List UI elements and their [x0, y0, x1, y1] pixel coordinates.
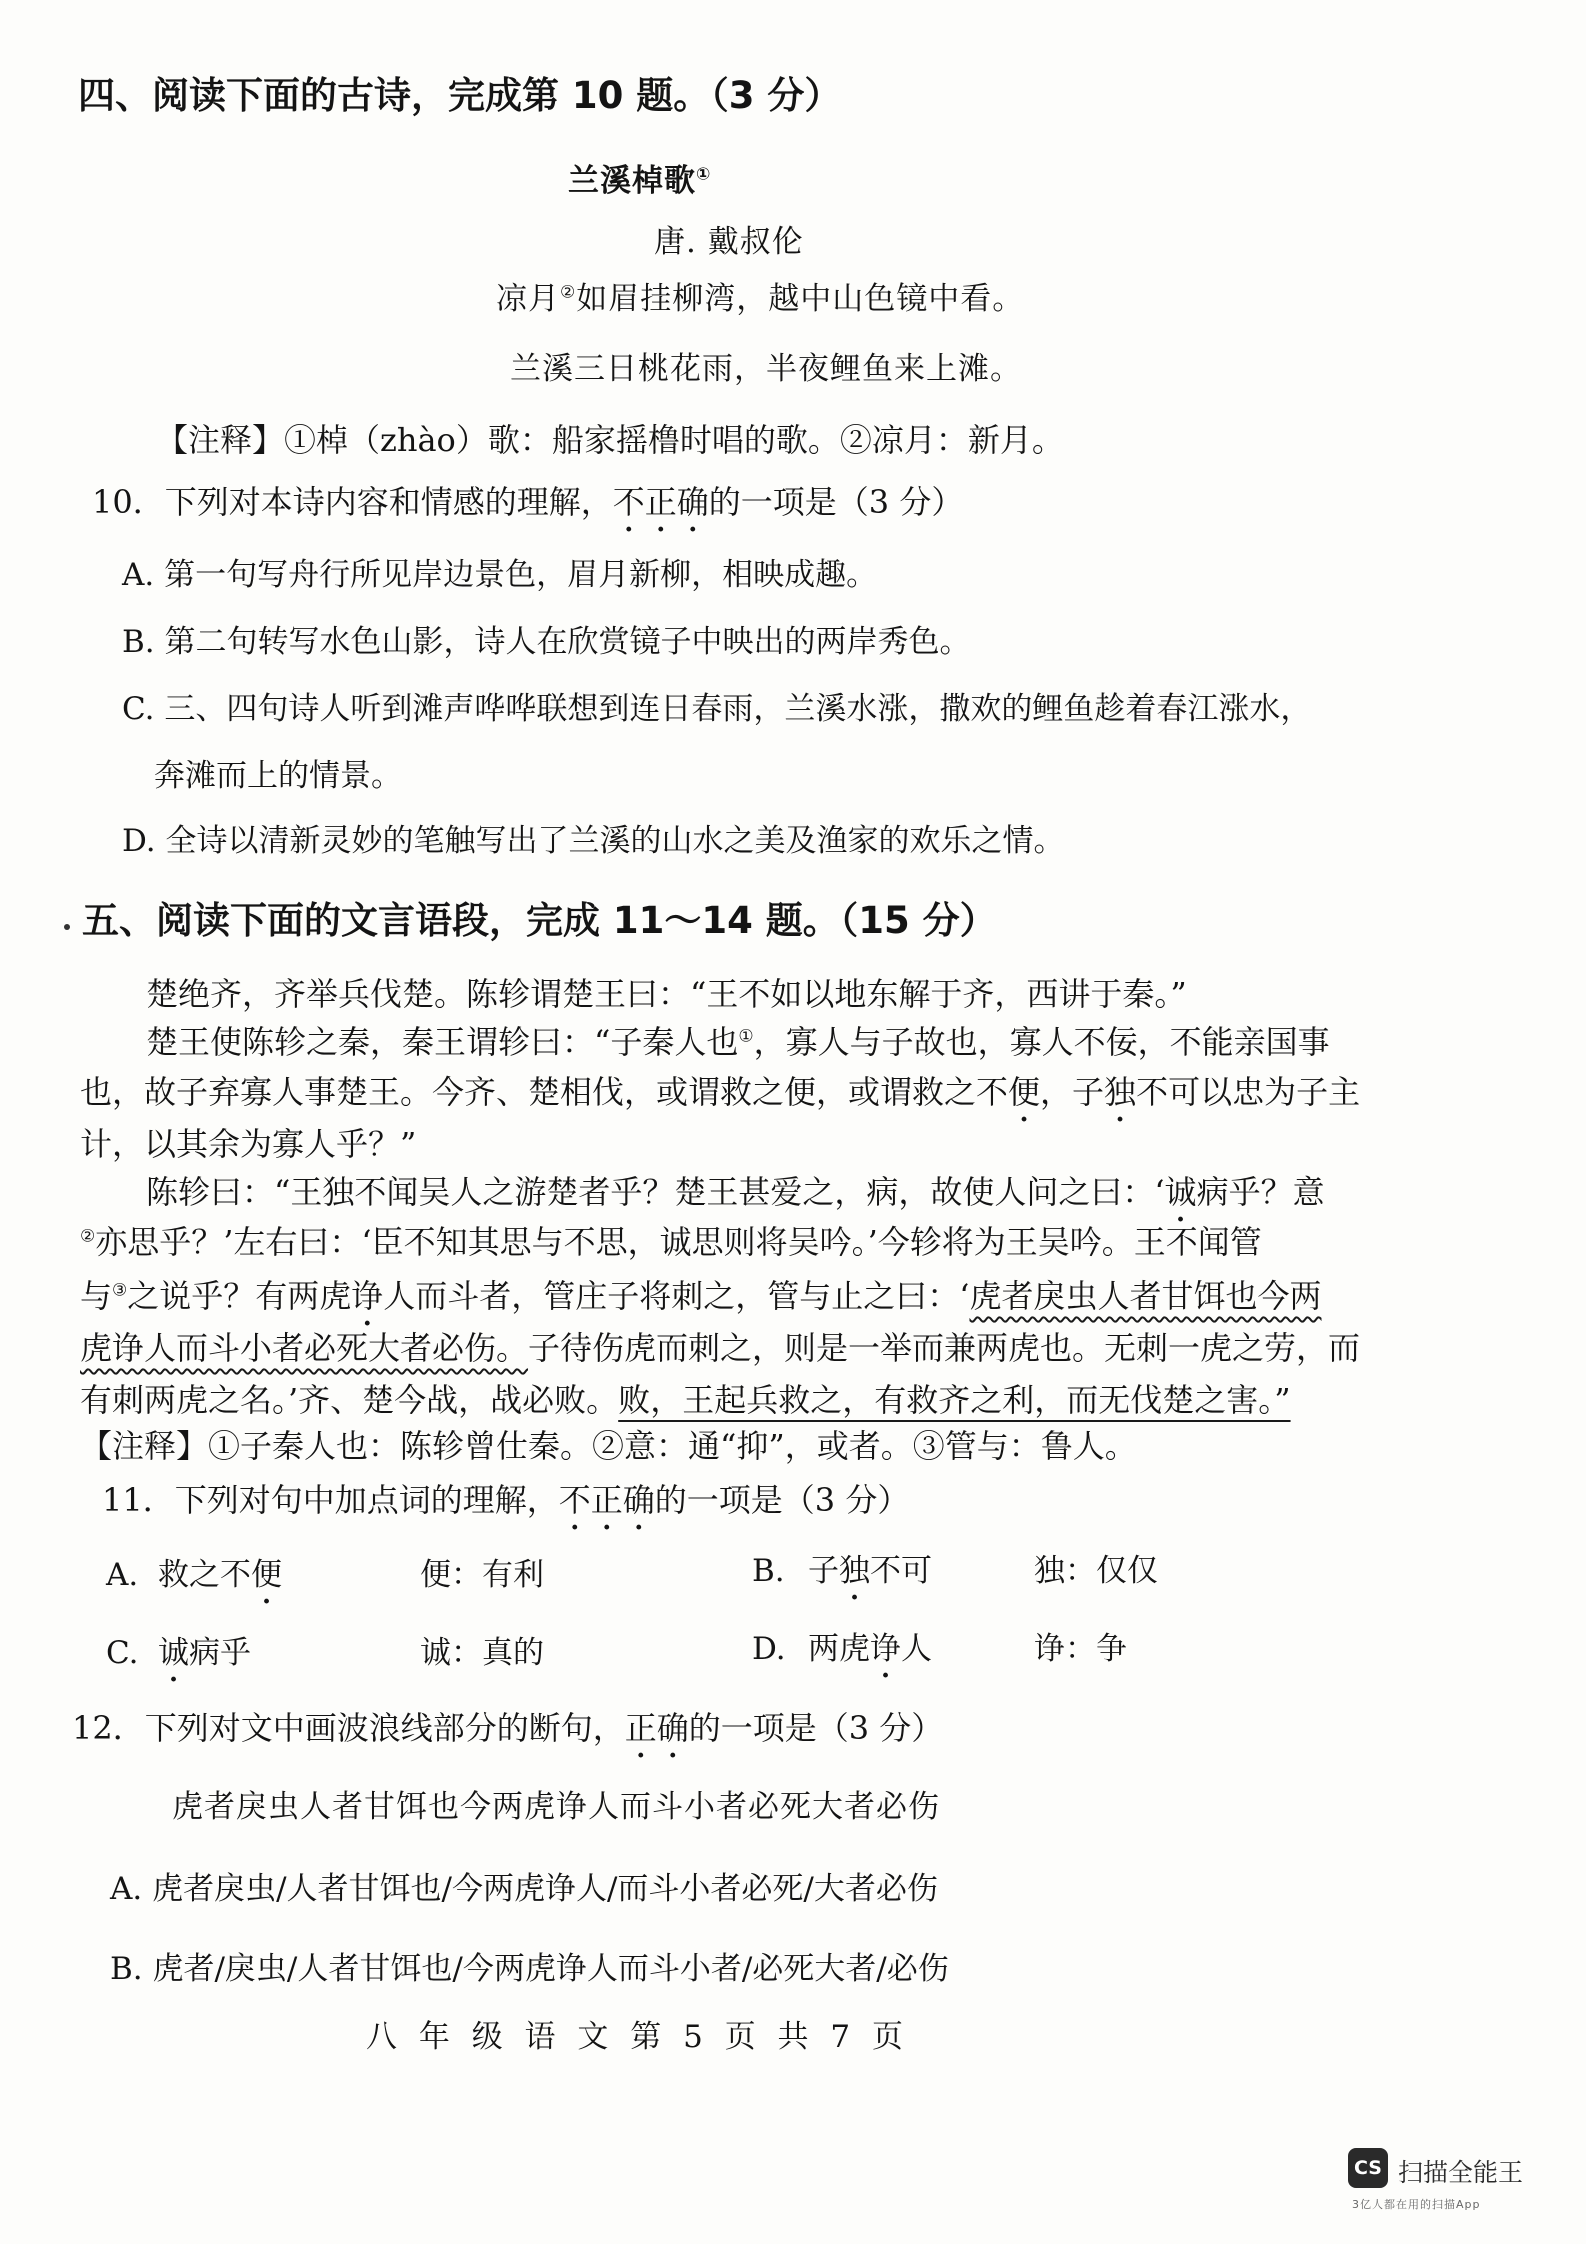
q11-option-c-words: 病乎	[189, 1635, 251, 1671]
dotted-word-zheng: 诤	[351, 1277, 384, 1315]
q11-option-b-words-b: 不可	[870, 1553, 932, 1589]
dotted-word-du: 独	[1104, 1073, 1137, 1111]
q11-option-c-text	[158, 1635, 251, 1671]
margin-mark	[64, 924, 70, 930]
wavy-underlined-text-1: 虎者戾虫人者甘饵也今两	[969, 1277, 1322, 1315]
scanner-app-name: 扫描全能王	[1398, 2158, 1524, 2187]
q12-stem	[72, 1709, 944, 1747]
q11-option-c-label: C.	[106, 1635, 139, 1671]
q11-option-a-text	[158, 1557, 282, 1593]
passage-annotation: 【注释】①子秦人也：陈轸曾仕秦。②意：通“抑”，或者。③管与：鲁人。	[80, 1427, 1137, 1465]
q11-stem-text: 11．下列对句中加点词的理解，	[102, 1481, 559, 1519]
q11-option-b-gloss: 独：仅仅	[1034, 1553, 1158, 1589]
poem-line-1	[496, 281, 1025, 317]
poem-annotation: 【注释】①棹（zhào）歌：船家摇橹时唱的歌。②凉月：新月。	[156, 421, 1064, 459]
passage-line-5	[146, 1173, 1325, 1211]
q10-option-c-line-1: C. 三、四句诗人听到滩声哗哗联想到连日春雨，兰溪水涨，撒欢的鲤鱼趁着春江涨水，	[122, 691, 1312, 727]
poem-line-1-end: 如眉挂柳湾，越中山色镜中看。	[576, 281, 1025, 317]
underlined-sentence: 败，王起兵救之，有救齐之利，而无伐楚之害。”	[618, 1381, 1291, 1419]
q11-stem	[102, 1481, 910, 1519]
q10-option-c-line-2: 奔滩而上的情景。	[154, 758, 402, 794]
scanner-tagline: 3亿人都在用的扫描App	[1352, 2198, 1481, 2211]
poem-line-1-start: 凉月	[496, 281, 560, 317]
section-5-heading: 五、阅读下面的文言语段，完成 11～14 题。（15 分）	[82, 899, 997, 942]
q11-option-c-gloss: 诚：真的	[420, 1635, 544, 1671]
passage-line-6-text: 亦思乎？’左右曰：‘臣不知其思与不思，诚思则将吴吟。’今轸将为王吴吟。王不闻管	[95, 1223, 1262, 1261]
q10-stem-dot-2: 正	[644, 483, 677, 521]
dotted-word-bian: 便	[1008, 1073, 1041, 1111]
passage-line-6	[80, 1223, 1262, 1261]
q11-option-d-words-b: 人	[901, 1631, 932, 1667]
q12-option-a: A. 虎者戾虫/人者甘饵也/今两虎诤人/而斗小者必死/大者必伤	[110, 1871, 938, 1907]
q11-option-b-dotted: 独	[839, 1553, 870, 1589]
passage-line-7-start: 与	[80, 1277, 113, 1315]
poem-title-text: 兰溪棹歌	[568, 163, 696, 199]
q11-option-d-label: D.	[752, 1631, 786, 1667]
scanner-watermark	[1348, 2148, 1558, 2218]
q11-option-c-dotted: 诚	[158, 1635, 189, 1671]
q11-stem-dot-1: 不	[558, 1481, 591, 1519]
passage-line-7-a: 之说乎？有两虎	[127, 1277, 352, 1315]
passage-line-8-end: 子待伤虎而刺之，则是一举而兼两虎也。无刺一虎之劳，而	[528, 1329, 1361, 1367]
q12-stem-dot-2: 确	[656, 1709, 689, 1747]
q11-option-d-dotted: 诤	[870, 1631, 901, 1667]
q12-stem-text: 12．下列对文中画波浪线部分的断句，	[72, 1709, 625, 1747]
q12-option-b: B. 虎者/戾虫/人者甘饵也/今两虎诤人而斗小者/必死大者/必伤	[110, 1951, 949, 1987]
q10-option-d: D. 全诗以清新灵妙的笔触写出了兰溪的山水之美及渔家的欢乐之情。	[122, 823, 1065, 859]
passage-line-1: 楚绝齐，齐举兵伐楚。陈轸谓楚王曰：“王不如以地东解于齐，西讲于秦。”	[146, 975, 1187, 1013]
q11-stem-score: 的一项是（3 分）	[654, 1481, 910, 1519]
q10-stem-score: 的一项是（3 分）	[708, 483, 964, 521]
poem-line-2: 兰溪三日桃花雨，半夜鲤鱼来上滩。	[510, 351, 1022, 387]
passage-footnote-1: ①	[738, 1026, 754, 1047]
section-4-heading: 四、阅读下面的古诗，完成第 10 题。（3 分）	[78, 74, 842, 117]
q10-stem-text: 10．下列对本诗内容和情感的理解，	[92, 483, 613, 521]
q12-sentence: 虎者戾虫人者甘饵也今两虎诤人而斗小者必死大者必伤	[172, 1789, 940, 1825]
passage-line-2	[146, 1023, 1330, 1061]
poem-line-1-footnote: ②	[560, 282, 577, 303]
wavy-underlined-text-2: 虎诤人而斗小者必死大者必伤。	[80, 1329, 529, 1367]
passage-line-7	[80, 1277, 1322, 1315]
q10-option-b: B. 第二句转写水色山影，诗人在欣赏镜子中映出的两岸秀色。	[122, 624, 971, 660]
q11-option-b-text	[808, 1553, 932, 1589]
q11-option-d-gloss: 诤：争	[1034, 1631, 1127, 1667]
q10-stem	[92, 483, 964, 521]
poem-title	[568, 163, 712, 199]
q11-option-a-dotted: 便	[251, 1557, 282, 1593]
passage-line-5-end: 病乎？意	[1196, 1173, 1325, 1211]
passage-line-9	[80, 1381, 1291, 1419]
q11-option-d-words-a: 两虎	[808, 1631, 870, 1667]
q11-option-a-gloss: 便：有利	[420, 1557, 544, 1593]
passage-line-7-b: 人而斗者，管庄子将刺之，管与止之曰：‘	[383, 1277, 970, 1315]
passage-line-3	[80, 1073, 1361, 1111]
poem-author: 唐. 戴叔伦	[654, 224, 804, 260]
q10-stem-dot-1: 不	[612, 483, 645, 521]
passage-line-3-start: 也，故子弃寡人事楚王。今齐、楚相伐，或谓救之便，或谓救之不	[80, 1073, 1009, 1111]
passage-line-8	[80, 1329, 1361, 1367]
passage-line-9-start: 有刺两虎之名。’齐、楚今战，战必败。	[80, 1381, 619, 1419]
passage-line-2-start: 楚王使陈轸之秦，秦王谓轸曰：“子秦人也	[146, 1023, 739, 1061]
passage-line-4: 计，以其余为寡人乎？”	[80, 1125, 417, 1163]
q11-stem-dot-3: 确	[622, 1481, 655, 1519]
passage-line-3-mid: ，子	[1040, 1073, 1105, 1111]
scanner-logo-icon: CS	[1348, 2148, 1388, 2188]
passage-line-3-end: 不可以忠为子主	[1136, 1073, 1361, 1111]
q11-option-b-words-a: 子	[808, 1553, 839, 1589]
q11-option-b-label: B.	[752, 1553, 785, 1589]
passage-footnote-2: ②	[80, 1226, 96, 1247]
q11-option-a-words: 救之不	[158, 1557, 251, 1593]
q11-option-d-text	[808, 1631, 932, 1667]
q12-stem-score: 的一项是（3 分）	[688, 1709, 944, 1747]
q12-stem-dot-1: 正	[624, 1709, 657, 1747]
dotted-word-cheng: 诚	[1164, 1173, 1197, 1211]
q11-stem-dot-2: 正	[590, 1481, 623, 1519]
passage-line-5-start: 陈轸曰：“王独不闻吴人之游楚者乎？楚王甚爱之，病，故使人问之曰：‘	[146, 1173, 1165, 1211]
passage-footnote-3: ③	[112, 1280, 128, 1301]
q10-stem-dot-3: 确	[676, 483, 709, 521]
q10-option-a: A. 第一句写舟行所见岸边景色，眉月新柳，相映成趣。	[122, 557, 878, 593]
q11-option-a-label: A.	[106, 1557, 139, 1593]
poem-title-footnote: ①	[696, 164, 712, 185]
passage-line-2-end: ，寡人与子故也，寡人不佞，不能亲国事	[753, 1023, 1330, 1061]
page-footer: 八 年 级 语 文 第 5 页 共 7 页	[366, 2019, 909, 2055]
